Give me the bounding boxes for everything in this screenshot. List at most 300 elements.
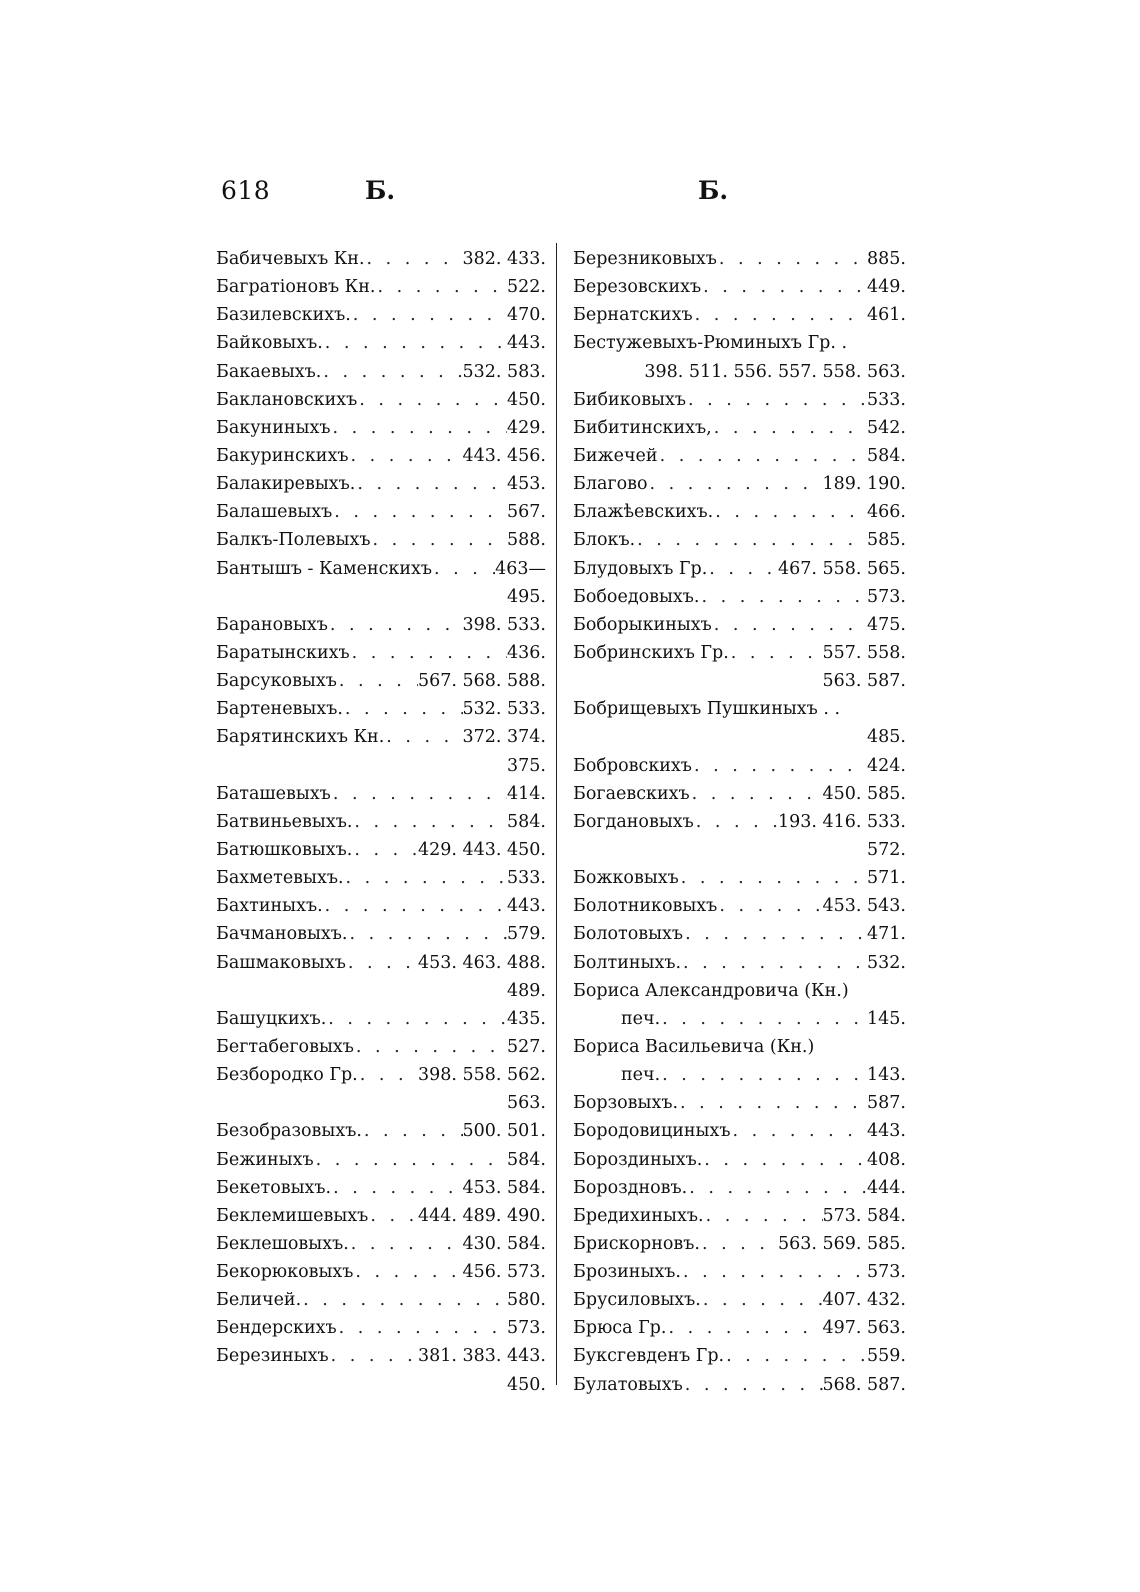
page-number: 618 xyxy=(221,176,271,205)
page-refs: 475. xyxy=(867,614,906,635)
entry-name: Баратынскихъ xyxy=(216,642,350,663)
dot-leader xyxy=(365,245,463,273)
page-refs: 533. xyxy=(507,868,546,889)
index-entry xyxy=(573,301,906,329)
index-entry-continuation xyxy=(573,723,906,751)
page-refs: 449. xyxy=(867,277,906,298)
index-entry xyxy=(573,695,906,723)
dot-leader xyxy=(699,583,867,611)
index-entry xyxy=(573,273,906,301)
index-entry xyxy=(573,808,906,836)
page-refs: 563. 569. 585. xyxy=(777,1233,906,1254)
page-refs: 429. 443. 450. xyxy=(417,839,546,860)
index-entry xyxy=(573,498,906,526)
index-entry xyxy=(216,1342,546,1370)
dot-leader xyxy=(329,1342,418,1370)
dot-leader xyxy=(692,752,867,780)
dot-leader xyxy=(693,301,867,329)
dot-leader xyxy=(687,1174,867,1202)
dot-leader xyxy=(701,1286,823,1314)
entry-name: Бахтиныхъ. xyxy=(216,896,323,917)
page-refs: 580. xyxy=(507,1290,546,1311)
index-entry xyxy=(573,752,906,780)
page-refs: 435. xyxy=(507,1008,546,1029)
page-refs: 430. 584. xyxy=(462,1233,546,1254)
dot-leader xyxy=(353,1258,462,1286)
dot-leader xyxy=(348,442,462,470)
dot-leader xyxy=(660,1061,867,1089)
page-refs: 532. 533. xyxy=(462,699,546,720)
entry-name: Байковыхъ. xyxy=(216,333,323,354)
index-entry xyxy=(573,949,906,977)
page-refs: 453. 584. xyxy=(462,1177,546,1198)
index-entry xyxy=(216,780,546,808)
index-entry xyxy=(573,583,906,611)
entry-name: Беклемишевыхъ xyxy=(216,1205,369,1226)
index-entry xyxy=(573,1146,906,1174)
page-refs: 145. xyxy=(867,1008,906,1029)
page-refs: 450. 585. xyxy=(822,783,906,804)
entry-name: Блокъ. xyxy=(573,530,636,551)
index-entry xyxy=(216,639,546,667)
entry-name: Боборыкиныхъ xyxy=(573,614,712,635)
page-refs: 485. xyxy=(867,727,906,748)
dot-leader xyxy=(349,1230,463,1258)
page-refs: 398. 533. xyxy=(462,614,546,635)
entry-name: Бобрищевыхъ Пушкиныхъ . . xyxy=(573,699,841,720)
page-refs: 424. xyxy=(867,755,906,776)
page-refs: 489. xyxy=(507,980,546,1001)
index-entry xyxy=(216,1230,546,1258)
page-refs: 573. xyxy=(867,586,906,607)
dot-leader xyxy=(337,667,418,695)
page-refs: 584. xyxy=(867,445,906,466)
entry-name: Бестужевыхъ-Рюминыхъ Гр. . xyxy=(573,333,848,354)
index-entry xyxy=(216,273,546,301)
dot-leader xyxy=(331,780,507,808)
entry-name: Божковыхъ xyxy=(573,868,679,889)
page-refs: 450. xyxy=(507,389,546,410)
entry-name: Башмаковыхъ xyxy=(216,952,346,973)
page-refs: 450. xyxy=(507,1374,546,1395)
dot-leader xyxy=(375,273,507,301)
page-refs: 585. xyxy=(867,530,906,551)
dot-leader xyxy=(301,1286,507,1314)
page-refs: 414. xyxy=(507,783,546,804)
dot-leader xyxy=(384,723,462,751)
index-entry xyxy=(573,1174,906,1202)
index-entry xyxy=(573,1033,906,1061)
page-refs: 567. 568. 588. xyxy=(417,671,546,692)
page-refs: 563. xyxy=(507,1093,546,1114)
page-refs: 444. xyxy=(867,1177,906,1198)
index-entry xyxy=(216,808,546,836)
index-entry xyxy=(573,442,906,470)
dot-leader xyxy=(686,386,867,414)
page-refs: 563. 587. xyxy=(822,671,906,692)
index-entry xyxy=(216,526,546,554)
page-refs: 381. 383. 443. xyxy=(417,1346,546,1367)
dot-leader xyxy=(683,920,867,948)
page-refs: 587. xyxy=(867,1093,906,1114)
dot-leader xyxy=(681,949,867,977)
index-entry xyxy=(216,892,546,920)
index-entry xyxy=(216,1202,546,1230)
index-entry xyxy=(573,1286,906,1314)
index-entry xyxy=(216,1258,546,1286)
dot-leader xyxy=(331,1174,462,1202)
dot-leader xyxy=(323,329,507,357)
page-refs: 522. xyxy=(507,277,546,298)
page-refs: 573. xyxy=(867,1262,906,1283)
entry-name: Беклешовыхъ. xyxy=(216,1233,349,1254)
dot-leader xyxy=(702,1146,867,1174)
entry-name: Бакуниныхъ xyxy=(216,417,331,438)
index-entry xyxy=(216,864,546,892)
page-refs: 372. 374. xyxy=(462,727,546,748)
index-entry xyxy=(573,1061,906,1089)
index-entry xyxy=(573,780,906,808)
page-refs: 571. xyxy=(867,868,906,889)
entry-name: Бориса Александровича (Кн.) xyxy=(573,980,849,1001)
page-refs: 470. xyxy=(507,305,546,326)
index-entry xyxy=(573,892,906,920)
entry-name: Булатовыхъ xyxy=(573,1374,683,1395)
dot-leader xyxy=(358,1061,418,1089)
entry-name: Болотниковыхъ xyxy=(573,896,718,917)
page-refs: 567. xyxy=(507,502,546,523)
index-entry xyxy=(216,555,546,583)
entry-name: Брюса Гр. xyxy=(573,1318,667,1339)
page-refs: 557. 558. xyxy=(822,642,906,663)
entry-name: Базилевскихъ. xyxy=(216,305,351,326)
index-entry xyxy=(216,1314,546,1342)
entry-name: Безбородко Гр. xyxy=(216,1065,358,1086)
dot-leader xyxy=(328,611,463,639)
dot-leader xyxy=(729,639,823,667)
dot-leader xyxy=(658,442,867,470)
dot-leader xyxy=(314,1146,507,1174)
index-entry xyxy=(216,1033,546,1061)
dot-leader xyxy=(321,358,462,386)
page-refs: 375. xyxy=(507,755,546,776)
index-entry xyxy=(216,1117,546,1145)
entry-name: Безобразовыхъ. xyxy=(216,1121,362,1142)
dot-leader xyxy=(635,526,867,554)
entry-name: Брискорновъ. xyxy=(573,1233,700,1254)
entry-name: Бабичевыхъ Кн. xyxy=(216,249,365,269)
page-refs: 542. xyxy=(867,417,906,438)
page-refs: 533. xyxy=(867,389,906,410)
entry-name: Батюшковыхъ. xyxy=(216,839,353,860)
page-refs: 532. xyxy=(867,952,906,973)
page-refs: 407. 432. xyxy=(822,1290,906,1311)
entry-name: Бакуринскихъ xyxy=(216,445,349,466)
dot-leader xyxy=(666,1314,822,1342)
entry-name: Бородовициныхъ xyxy=(573,1121,731,1142)
index-entry xyxy=(573,639,906,667)
dot-leader xyxy=(648,470,823,498)
dot-leader xyxy=(368,1202,418,1230)
entry-name: Балакиревыхъ. xyxy=(216,474,356,495)
page-refs: 532. 583. xyxy=(462,361,546,382)
index-entry xyxy=(573,1258,906,1286)
page-header xyxy=(0,176,1140,216)
index-entry-continuation xyxy=(216,1371,546,1399)
page-refs: 466. xyxy=(867,502,906,523)
dot-leader xyxy=(347,920,507,948)
entry-name: Бижечей xyxy=(573,445,658,466)
page-refs: 579. xyxy=(507,924,546,945)
page-refs: 885. xyxy=(867,249,906,269)
entry-name: Блудовыхъ Гр. xyxy=(573,558,708,579)
dot-leader xyxy=(712,611,867,639)
dot-leader xyxy=(370,526,507,554)
entry-name: Бобринскихъ Гр. xyxy=(573,642,729,663)
page-refs: 443. xyxy=(507,333,546,354)
dot-leader xyxy=(432,555,495,583)
entry-name: Бороздиныхъ. xyxy=(573,1149,703,1170)
dot-leader xyxy=(346,949,418,977)
dot-leader xyxy=(357,386,507,414)
page-refs: 527. xyxy=(507,1036,546,1057)
dot-leader xyxy=(330,414,507,442)
page-refs: 443. xyxy=(867,1121,906,1142)
entry-name: Бегтабеговыхъ xyxy=(216,1036,354,1057)
index-entry xyxy=(216,667,546,695)
index-entry xyxy=(573,611,906,639)
index-column-left xyxy=(216,245,546,1399)
dot-leader xyxy=(352,836,418,864)
index-entry xyxy=(216,723,546,751)
dot-leader xyxy=(707,555,778,583)
page-refs: 568. 587. xyxy=(822,1374,906,1395)
index-entry-continuation xyxy=(216,583,546,611)
dot-leader xyxy=(690,780,823,808)
dot-leader xyxy=(337,1314,507,1342)
dot-leader xyxy=(678,1089,867,1117)
dot-leader xyxy=(730,1117,867,1145)
index-entry-continuation xyxy=(216,1089,546,1117)
index-entry xyxy=(573,1089,906,1117)
page-refs: 429. xyxy=(507,417,546,438)
page-refs: 463— xyxy=(495,558,546,579)
index-entry xyxy=(216,836,546,864)
dot-leader xyxy=(681,1258,867,1286)
dot-leader xyxy=(351,301,507,329)
dot-leader xyxy=(350,639,507,667)
index-entry xyxy=(573,526,906,554)
index-entry xyxy=(216,386,546,414)
page-refs: 453. xyxy=(507,474,546,495)
page-refs: 398. 558. 562. xyxy=(417,1065,546,1086)
index-entry xyxy=(216,442,546,470)
index-entry xyxy=(573,1202,906,1230)
entry-name: Брусиловыхъ. xyxy=(573,1290,701,1311)
entry-name: Блажѣевскихъ. xyxy=(573,502,714,523)
entry-name: Буксгевденъ Гр. xyxy=(573,1346,725,1367)
dot-leader xyxy=(354,1033,507,1061)
index-entry xyxy=(216,414,546,442)
index-entry xyxy=(573,555,906,583)
entry-name: Болотовыхъ xyxy=(573,924,684,945)
entry-name: Барятинскихъ Кн. xyxy=(216,727,385,748)
entry-name: Батвиньевыхъ. xyxy=(216,811,353,832)
entry-name: Брозиныхъ. xyxy=(573,1262,681,1283)
dot-leader xyxy=(700,1230,778,1258)
index-entry xyxy=(573,1342,906,1370)
dot-leader xyxy=(704,1202,823,1230)
page-refs: 572. xyxy=(867,839,906,860)
index-entry xyxy=(216,1061,546,1089)
running-head-left: Б. xyxy=(365,176,396,205)
dot-leader xyxy=(323,892,507,920)
dot-leader xyxy=(362,1117,463,1145)
entry-name: Бекорюковыхъ xyxy=(216,1262,354,1283)
entry-name: Багратіоновъ Кн. xyxy=(216,277,376,298)
dot-leader xyxy=(344,864,508,892)
index-entry xyxy=(573,414,906,442)
page-refs: 408. xyxy=(867,1149,906,1170)
entry-name: печ. xyxy=(621,1065,661,1086)
page-refs: 573. 584. xyxy=(822,1205,906,1226)
entry-name: Бернатскихъ xyxy=(573,305,693,326)
entry-name: Бендерскихъ xyxy=(216,1318,337,1339)
entry-name: Балашевыхъ xyxy=(216,502,333,523)
entry-name: Борзовыхъ. xyxy=(573,1093,679,1114)
page-refs: 471. xyxy=(867,924,906,945)
dot-leader xyxy=(701,273,867,301)
entry-name: Бежиныхъ xyxy=(216,1149,314,1170)
page-refs: 436. xyxy=(507,642,546,663)
index-entry xyxy=(573,329,906,357)
dot-leader xyxy=(326,1005,507,1033)
dot-leader xyxy=(724,1342,867,1370)
page-refs: 588. xyxy=(507,530,546,551)
index-entry xyxy=(216,1005,546,1033)
page-refs: 143. xyxy=(867,1065,906,1086)
dot-leader xyxy=(694,808,778,836)
index-column-right xyxy=(573,245,906,1399)
index-entry xyxy=(573,1117,906,1145)
index-entry xyxy=(573,864,906,892)
page-refs: 559. xyxy=(867,1346,906,1367)
column-divider xyxy=(556,243,557,1385)
dot-leader xyxy=(713,498,867,526)
page-refs: 584. xyxy=(507,1149,546,1170)
entry-name: Бредихиныхъ. xyxy=(573,1205,704,1226)
running-head-right: Б. xyxy=(698,176,729,205)
page-refs: 467. 558. 565. xyxy=(777,558,906,579)
index-entry xyxy=(216,329,546,357)
entry-name: Бороздновъ. xyxy=(573,1177,688,1198)
index-entry xyxy=(216,611,546,639)
page-refs: 193. 416. 533. xyxy=(777,811,906,832)
index-entry xyxy=(216,358,546,386)
entry-name: Бибитинскихъ, xyxy=(573,417,712,438)
dot-leader xyxy=(352,808,507,836)
page-refs: 495. xyxy=(507,586,546,607)
index-entry xyxy=(216,245,546,273)
dot-leader xyxy=(660,1005,867,1033)
index-entry xyxy=(573,386,906,414)
entry-name: Бахметевыхъ. xyxy=(216,868,344,889)
index-entry xyxy=(216,1174,546,1202)
dot-leader xyxy=(355,470,507,498)
entry-name: Барановыхъ xyxy=(216,614,328,635)
entry-name: Богаевскихъ xyxy=(573,783,690,804)
index-entry xyxy=(216,920,546,948)
entry-name: Березиныхъ xyxy=(216,1346,329,1367)
index-entry-continuation xyxy=(216,977,546,1005)
entry-name: Березниковыхъ xyxy=(573,249,717,269)
dot-leader xyxy=(679,864,867,892)
entry-name: Богдановыхъ xyxy=(573,811,694,832)
index-entry xyxy=(216,470,546,498)
index-entry xyxy=(216,1286,546,1314)
page-refs: 453. 463. 488. xyxy=(417,952,546,973)
page-refs: 584. xyxy=(507,811,546,832)
dot-leader xyxy=(717,245,867,273)
index-entry-continuation xyxy=(573,358,906,386)
page-refs: 443. xyxy=(507,896,546,917)
entry-name: Бориса Васильевича (Кн.) xyxy=(573,1036,815,1057)
index-entry xyxy=(573,245,906,273)
dot-leader xyxy=(712,414,867,442)
index-entry-continuation xyxy=(216,752,546,780)
entry-name: Баклановскихъ xyxy=(216,389,358,410)
entry-name: Барсуковыхъ xyxy=(216,671,337,692)
entry-name: Бобровскихъ xyxy=(573,755,692,776)
page-refs: 382. 433. xyxy=(462,249,546,269)
index-entry xyxy=(573,1314,906,1342)
index-entry xyxy=(216,695,546,723)
entry-name: Березовскихъ xyxy=(573,277,702,298)
entry-name: Балкъ-Полевыхъ xyxy=(216,530,371,551)
index-entry xyxy=(573,920,906,948)
page-refs: 444. 489. 490. xyxy=(417,1205,546,1226)
index-entry xyxy=(573,470,906,498)
page-refs: 461. xyxy=(867,305,906,326)
index-entry xyxy=(573,1005,906,1033)
entry-name: Бекетовыхъ. xyxy=(216,1177,332,1198)
entry-name: печ. xyxy=(621,1008,661,1029)
entry-name: Башуцкихъ. xyxy=(216,1008,327,1029)
entry-name: Бантышъ - Каменскихъ xyxy=(216,558,433,579)
entry-name: Беличей. xyxy=(216,1290,302,1311)
entry-name: Бобоедовыхъ. xyxy=(573,586,700,607)
index-entry xyxy=(573,977,906,1005)
entry-name: Бакаевыхъ. xyxy=(216,361,322,382)
entry-name: Бибиковыхъ xyxy=(573,389,686,410)
index-entry xyxy=(573,1371,906,1399)
page-refs: 573. xyxy=(507,1318,546,1339)
index-entry xyxy=(216,301,546,329)
entry-name: Бартеневыхъ. xyxy=(216,699,343,720)
entry-name: Бачмановыхъ. xyxy=(216,924,348,945)
entry-name: Благово xyxy=(573,474,648,495)
page-refs: 453. 543. xyxy=(822,896,906,917)
index-entry xyxy=(216,949,546,977)
entry-name: Баташевыхъ xyxy=(216,783,331,804)
index-entry xyxy=(216,498,546,526)
page-refs: 500. 501. xyxy=(462,1121,546,1142)
dot-leader xyxy=(717,892,822,920)
index-entry-continuation xyxy=(573,836,906,864)
page-refs: 456. 573. xyxy=(462,1262,546,1283)
page-refs: 443. 456. xyxy=(462,445,546,466)
dot-leader xyxy=(683,1371,823,1399)
